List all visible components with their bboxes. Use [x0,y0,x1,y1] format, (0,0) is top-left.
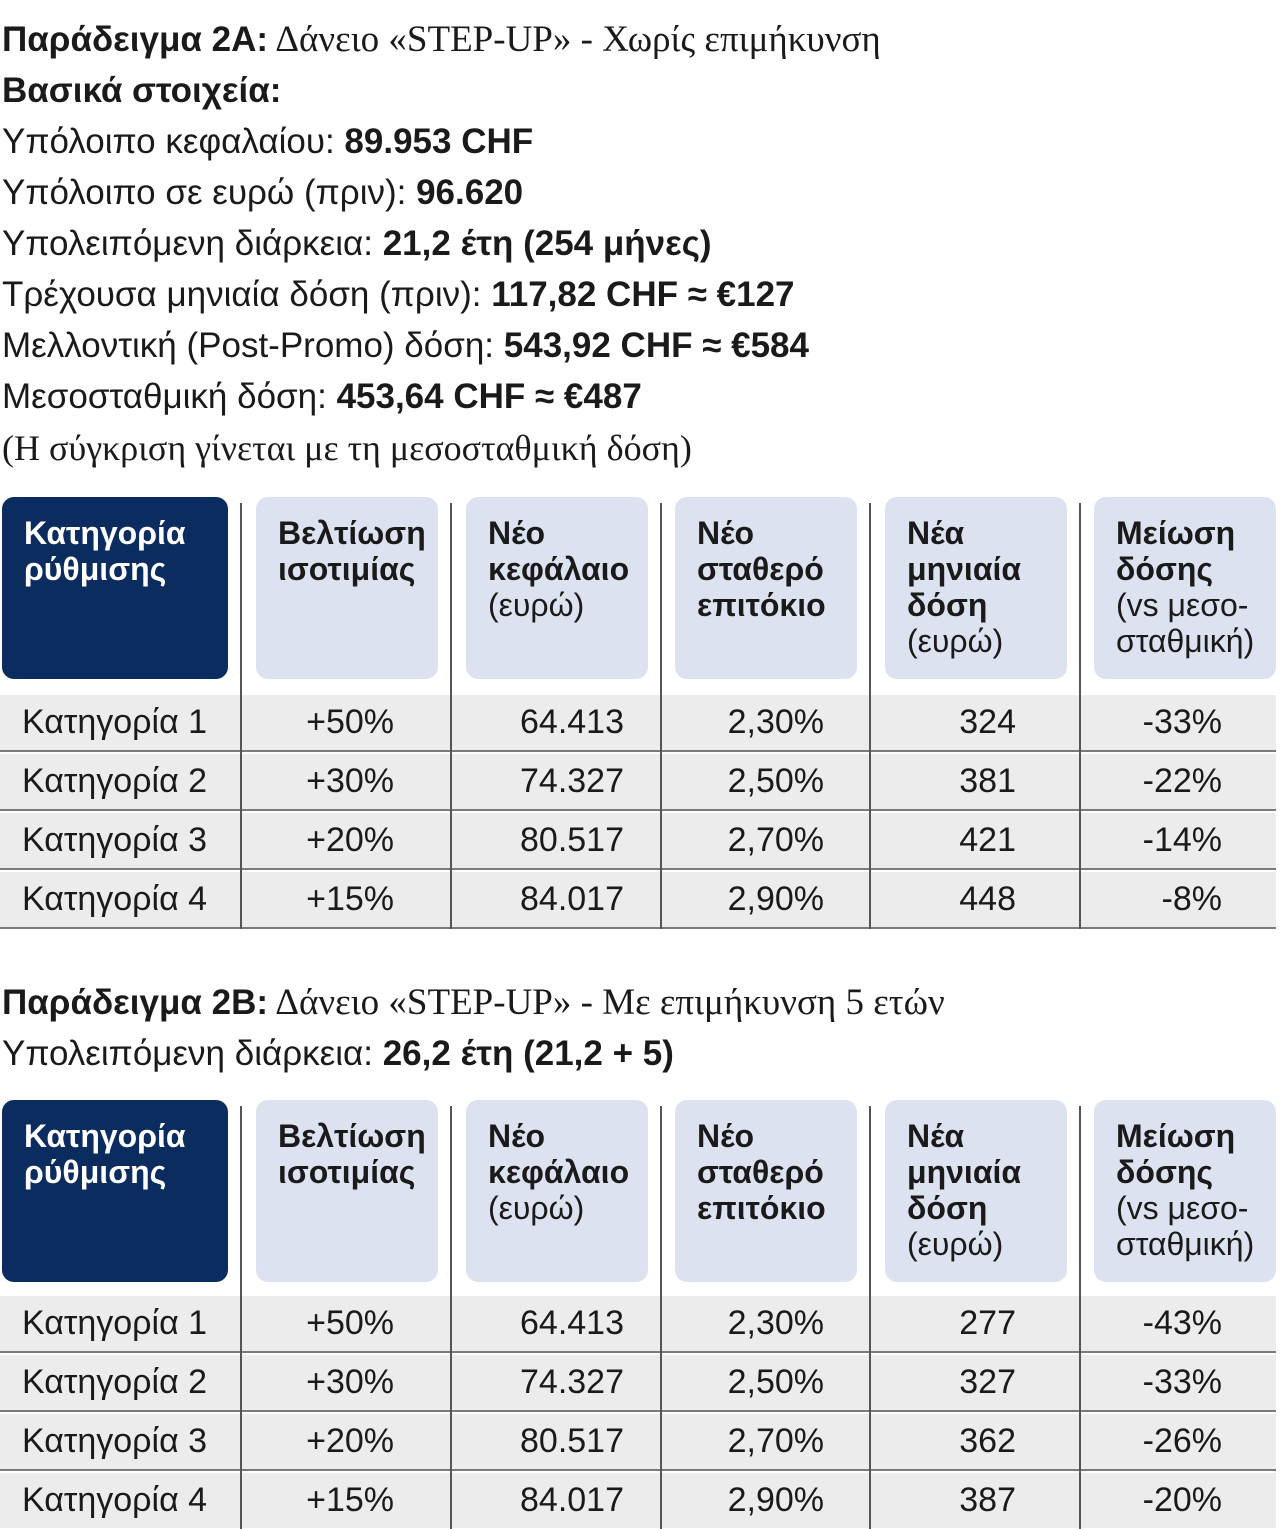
header-text: επιτόκιο [697,587,826,623]
cell-category: Κατηγορία 1 [22,703,208,741]
cell-fixed-rate: 2,90% [727,1481,824,1519]
header-text: δόση [907,1190,988,1226]
cell-fixed-rate: 2,50% [727,762,824,800]
fact-value: 89.953 CHF [344,122,534,161]
cell-rate-improvement: +50% [306,1304,394,1342]
cell-monthly-installment: 448 [959,880,1016,918]
comparison-note: (Η σύγκριση γίνεται με τη μεσοσταθμική δόση) [2,428,692,468]
header-reduction [1094,497,1276,679]
cell-fixed-rate: 2,70% [727,821,824,859]
cell-new-capital: 84.017 [520,880,624,918]
cell-new-capital: 74.327 [520,1363,624,1401]
header-text: Νέο [488,515,546,551]
fact-label: Υπόλοιπο σε ευρώ (πριν): [2,173,417,212]
header-text: δόση [907,587,988,623]
cell-monthly-installment: 387 [959,1481,1016,1519]
cell-monthly-installment: 362 [959,1422,1016,1460]
fact-value: 26,2 έτη (21,2 + 5) [382,1034,674,1073]
cell-reduction: -22% [1142,762,1222,800]
cell-category: Κατηγορία 3 [22,1422,208,1460]
header-new-capital [466,497,648,679]
cell-monthly-installment: 381 [959,762,1016,800]
header-rate-improvement [256,1100,438,1282]
column-divider [869,1106,871,1529]
table-row [0,1296,1276,1353]
cell-category: Κατηγορία 1 [22,1304,208,1342]
fact-line [2,1032,674,1076]
header-text: Νέο [488,1118,546,1154]
cell-reduction: -33% [1142,703,1222,741]
example-a-heading: Βασικά στοιχεία: [2,71,282,110]
table-row [0,872,1276,929]
cell-rate-improvement: +30% [306,1363,394,1401]
cell-new-capital: 80.517 [520,821,624,859]
table-row [0,813,1276,870]
cell-new-capital: 74.327 [520,762,624,800]
header-unit: (ευρώ) [488,1190,585,1226]
header-text: κεφάλαιο [488,1154,630,1190]
header-fixed-rate [675,497,857,679]
cell-new-capital: 80.517 [520,1422,624,1460]
header-text: Μείωση [1116,515,1236,551]
header-text: Νέο [697,515,755,551]
header-unit: (ευρώ) [907,623,1004,659]
cell-category: Κατηγορία 3 [22,821,208,859]
header-text: ρύθμισης [24,1154,167,1190]
header-text: κεφάλαιο [488,551,630,587]
column-divider [240,503,242,929]
header-category [2,1100,228,1282]
header-rate-improvement [256,497,438,679]
example-a-title-label: Παράδειγμα 2Α: [2,20,269,59]
fact-label: Μεσοσταθμική δόση: [2,377,337,416]
cell-reduction: -43% [1142,1304,1222,1342]
cell-fixed-rate: 2,50% [727,1363,824,1401]
fact-line [2,120,533,164]
header-text: σταθερό [697,551,824,587]
fact-value: 453,64 CHF ≈ €487 [336,377,642,416]
column-divider [450,1106,452,1529]
header-text: μηνιαία [907,551,1022,587]
header-unit: (vs μεσο- [1116,1190,1249,1226]
header-unit: (ευρώ) [907,1226,1004,1262]
cell-category: Κατηγορία 2 [22,762,208,800]
cell-reduction: -14% [1142,821,1222,859]
header-category [2,497,228,679]
header-text: Κατηγορία [24,1118,186,1154]
fact-label: Μελλοντική (Post-Promo) δόση: [2,326,504,365]
header-text: Νέο [697,1118,755,1154]
header-unit: (vs μεσο- [1116,587,1249,623]
cell-rate-improvement: +30% [306,762,394,800]
header-text: Νέα [907,515,965,551]
header-text: δόσης [1116,1154,1214,1190]
cell-new-capital: 84.017 [520,1481,624,1519]
header-text: σταθερό [697,1154,824,1190]
column-divider [869,503,871,929]
header-text: Κατηγορία [24,515,186,551]
cell-monthly-installment: 421 [959,821,1016,859]
header-text: δόσης [1116,551,1214,587]
cell-fixed-rate: 2,30% [727,703,824,741]
fact-line [2,273,795,317]
header-text: ισοτιμίας [278,1154,416,1190]
cell-fixed-rate: 2,70% [727,1422,824,1460]
fact-line [2,375,642,419]
cell-monthly-installment: 327 [959,1363,1016,1401]
fact-line [2,324,809,368]
cell-rate-improvement: +50% [306,703,394,741]
cell-reduction: -33% [1142,1363,1222,1401]
example-b-title [2,981,945,1025]
table-row [0,695,1276,752]
cell-category: Κατηγορία 4 [22,1481,208,1519]
example-a-title-sub: Δάνειο «STEP-UP» - Χωρίς επιμήκυνση [268,19,881,60]
header-text: Βελτίωση [278,1118,426,1154]
header-text: Βελτίωση [278,515,426,551]
cell-reduction: -8% [1161,880,1222,918]
fact-value: 21,2 έτη (254 μήνες) [382,224,712,263]
header-new-capital [466,1100,648,1282]
fact-value: 117,82 CHF ≈ €127 [491,275,795,314]
header-monthly-installment [885,497,1067,679]
cell-category: Κατηγορία 4 [22,880,208,918]
cell-monthly-installment: 324 [959,703,1016,741]
cell-new-capital: 64.413 [520,1304,624,1342]
column-divider [660,503,662,929]
fact-label: Υπολειπόμενη διάρκεια: [2,1034,383,1073]
cell-rate-improvement: +20% [306,821,394,859]
fact-label: Τρέχουσα μηνιαία δόση (πριν): [2,275,492,314]
example-b-title-sub: Δάνειο «STEP-UP» - Με επιμήκυνση 5 ετών [268,982,945,1023]
fact-line [2,222,712,266]
header-fixed-rate [675,1100,857,1282]
column-divider [450,503,452,929]
cell-reduction: -20% [1142,1481,1222,1519]
column-divider [1079,1106,1081,1529]
column-divider [660,1106,662,1529]
header-unit: σταθμική) [1116,623,1255,659]
header-text: Νέα [907,1118,965,1154]
fact-line [2,171,523,215]
table-row [0,1414,1276,1471]
cell-rate-improvement: +15% [306,880,394,918]
cell-rate-improvement: +15% [306,1481,394,1519]
table-row [0,754,1276,811]
cell-category: Κατηγορία 2 [22,1363,208,1401]
header-unit: (ευρώ) [488,587,585,623]
fact-value: 96.620 [416,173,524,212]
header-text: ρύθμισης [24,551,167,587]
table-row [0,1473,1276,1528]
example-a-title [2,18,881,62]
header-text: επιτόκιο [697,1190,826,1226]
header-reduction [1094,1100,1276,1282]
header-monthly-installment [885,1100,1067,1282]
column-divider [1079,503,1081,929]
cell-reduction: -26% [1142,1422,1222,1460]
cell-monthly-installment: 277 [959,1304,1016,1342]
cell-rate-improvement: +20% [306,1422,394,1460]
cell-fixed-rate: 2,30% [727,1304,824,1342]
fact-label: Υπόλοιπο κεφαλαίου: [2,122,345,161]
header-text: μηνιαία [907,1154,1022,1190]
header-text: Μείωση [1116,1118,1236,1154]
example-b-title-label: Παράδειγμα 2Β: [2,983,269,1022]
cell-fixed-rate: 2,90% [727,880,824,918]
column-divider [240,1106,242,1529]
table-row [0,1355,1276,1412]
header-text: ισοτιμίας [278,551,416,587]
cell-new-capital: 64.413 [520,703,624,741]
header-unit: σταθμική) [1116,1226,1255,1262]
fact-label: Υπολειπόμενη διάρκεια: [2,224,383,263]
fact-value: 543,92 CHF ≈ €584 [503,326,809,365]
